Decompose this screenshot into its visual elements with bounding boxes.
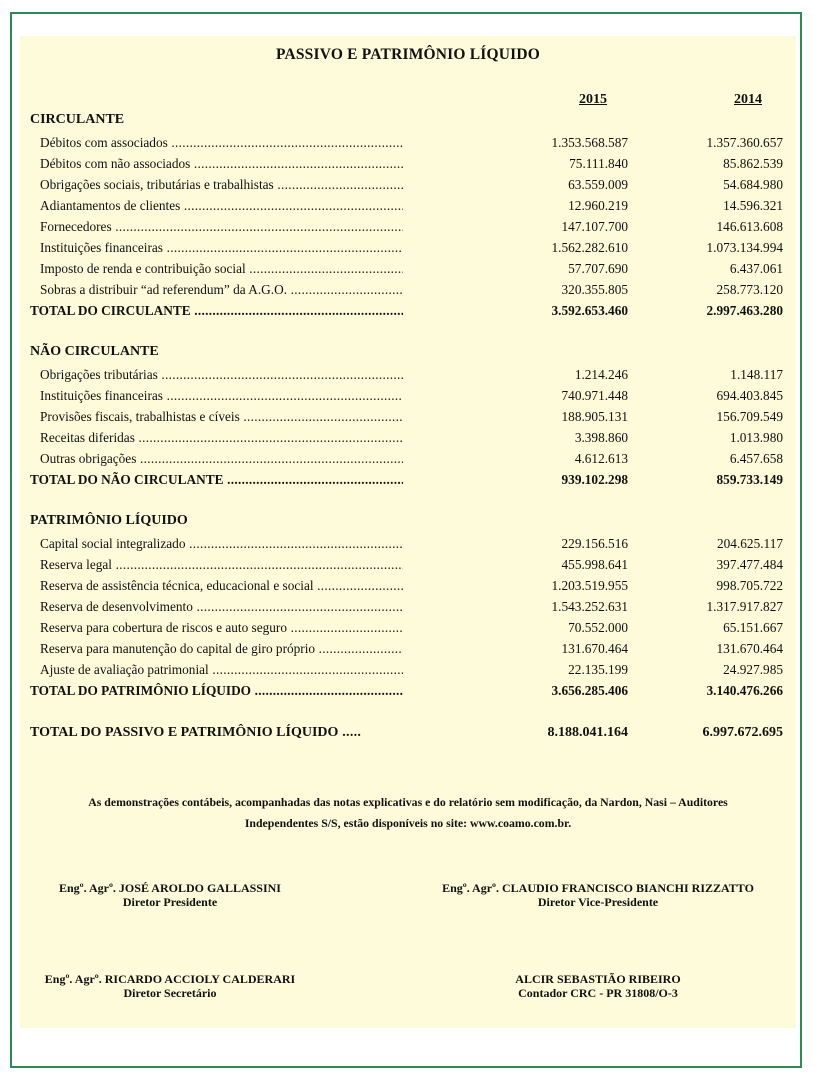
value-2014: 14.596.321 [723, 198, 783, 213]
table-row [20, 364, 796, 385]
row-label: Instituições financeiras ..... [40, 237, 403, 258]
value-2014: 258.773.120 [716, 282, 783, 297]
signature-role: Contador CRC - PR 31808/O-3 [518, 986, 678, 1000]
value-2015: 229.156.516 [561, 536, 628, 551]
grand-total-2014: 6.997.672.695 [702, 725, 783, 740]
total-row-circulante [20, 300, 796, 321]
table-row [20, 195, 796, 216]
value-2015: 57.707.690 [568, 261, 628, 276]
total-2015: 3.656.285.406 [551, 683, 628, 698]
value-2015: 3.398.860 [574, 430, 628, 445]
value-2015: 12.960.219 [568, 198, 628, 213]
row-label: Débitos com não associados ..... [40, 153, 403, 174]
row-label: Capital social integralizado ..... [40, 533, 403, 554]
signature-presidente [20, 881, 320, 909]
row-label: Provisões fiscais, trabalhistas e cíveis ..... [40, 406, 403, 427]
table-row [20, 258, 796, 279]
table-row [20, 448, 796, 469]
section-patrimonio-heading: PATRIMÔNIO LÍQUIDO [30, 513, 188, 528]
row-label: Adiantamentos de clientes ..... [40, 195, 403, 216]
value-2014: 54.684.980 [723, 177, 783, 192]
value-2014: 156.709.549 [716, 409, 783, 424]
grand-total-label: TOTAL DO PASSIVO E PATRIMÔNIO LÍQUIDO ..... [30, 722, 403, 743]
signature-contador [440, 972, 756, 1000]
table-row [20, 279, 796, 300]
value-2014: 204.625.117 [717, 536, 783, 551]
value-2015: 1.203.519.955 [551, 578, 628, 593]
total-row-patrimonio [20, 680, 796, 701]
total-2014: 2.997.463.280 [706, 303, 783, 318]
value-2015: 455.998.641 [561, 557, 628, 572]
value-2015: 1.543.252.631 [551, 599, 628, 614]
value-2014: 1.317.917.827 [706, 599, 783, 614]
table-row [20, 659, 796, 680]
row-label: Reserva de assistência técnica, educacional e social ..... [40, 575, 403, 596]
row-label: Sobras a distribuir “ad referendum” da A.G.O. ..... [40, 279, 403, 300]
row-label: Obrigações sociais, tributárias e trabalhistas ..... [40, 174, 403, 195]
value-2015: 1.214.246 [574, 367, 628, 382]
grand-total-2015: 8.188.041.164 [547, 725, 628, 740]
total-2014: 859.733.149 [716, 472, 783, 487]
row-label: Ajuste de avaliação patrimonial ..... [40, 659, 403, 680]
row-label: Fornecedores ..... [40, 216, 403, 237]
value-2014: 1.013.980 [729, 430, 783, 445]
value-2014: 85.862.539 [723, 156, 783, 171]
table-row [20, 153, 796, 174]
value-2014: 131.670.464 [716, 641, 783, 656]
table-row [20, 406, 796, 427]
value-2015: 1.562.282.610 [551, 240, 628, 255]
signature-name: Engº. Agrº. RICARDO ACCIOLY CALDERARI [44, 972, 296, 986]
signature-role: Diretor Vice-Presidente [537, 895, 659, 909]
value-2015: 22.135.199 [568, 662, 628, 677]
value-2015: 70.552.000 [568, 620, 628, 635]
value-2014: 397.477.484 [716, 557, 783, 572]
signature-role: Diretor Secretário [123, 986, 217, 1000]
table-row [20, 237, 796, 258]
table-row [20, 554, 796, 575]
value-2015: 147.107.700 [561, 219, 628, 234]
table-row [20, 638, 796, 659]
total-2015: 3.592.653.460 [551, 303, 628, 318]
year-2015-header: 2015 [579, 92, 607, 107]
total-label: TOTAL DO NÃO CIRCULANTE ..... [30, 469, 403, 490]
document-panel [20, 36, 796, 1028]
signature-name: Engº. Agrº. JOSÉ AROLDO GALLASSINI [59, 881, 281, 895]
table-row [20, 174, 796, 195]
audit-note: As demonstrações contábeis, acompanhadas das notas explicativas e do relatório sem modificação, da Nardon, Nasi – Auditores Independentes S/S, estão disponíveis no site: www.coamo.com.br. [88, 795, 728, 830]
value-2015: 740.971.448 [561, 388, 628, 403]
value-2014: 146.613.608 [716, 219, 783, 234]
value-2015: 320.355.805 [561, 282, 628, 297]
value-2014: 24.927.985 [723, 662, 783, 677]
page-title: PASSIVO E PATRIMÔNIO LÍQUIDO [275, 46, 541, 63]
total-label: TOTAL DO PATRIMÔNIO LÍQUIDO ..... [30, 680, 403, 701]
value-2014: 65.151.667 [723, 620, 783, 635]
value-2014: 1.073.134.994 [706, 240, 783, 255]
row-label: Outras obrigações ..... [40, 448, 403, 469]
table-row [20, 533, 796, 554]
row-label: Instituições financeiras ..... [40, 385, 403, 406]
signature-vice-presidente [400, 881, 796, 909]
value-2015: 131.670.464 [561, 641, 628, 656]
total-2015: 939.102.298 [561, 472, 628, 487]
section-circulante-heading: CIRCULANTE [30, 112, 125, 127]
row-label: Reserva para cobertura de riscos e auto seguro ..... [40, 617, 403, 638]
table-row [20, 132, 796, 153]
row-label: Débitos com associados ..... [40, 132, 403, 153]
table-row [20, 385, 796, 406]
row-label: Reserva legal ..... [40, 554, 403, 575]
value-2015: 63.559.009 [568, 177, 628, 192]
row-label: Reserva para manutenção do capital de giro próprio ..... [40, 638, 403, 659]
signature-name: ALCIR SEBASTIÃO RIBEIRO [515, 972, 681, 986]
value-2014: 6.437.061 [729, 261, 783, 276]
total-2014: 3.140.476.266 [706, 683, 783, 698]
table-row [20, 216, 796, 237]
value-2015: 75.111.840 [569, 156, 628, 171]
total-row-nao-circulante [20, 469, 796, 490]
value-2014: 1.148.117 [730, 367, 783, 382]
row-label: Reserva de desenvolvimento ..... [40, 596, 403, 617]
signature-name: Engº. Agrº. CLAUDIO FRANCISCO BIANCHI RIZZATTO [442, 881, 754, 895]
table-row [20, 617, 796, 638]
year-2014-header: 2014 [734, 92, 762, 107]
row-label: Receitas diferidas ..... [40, 427, 403, 448]
value-2014: 6.457.658 [729, 451, 783, 466]
row-label: Obrigações tributárias ..... [40, 364, 403, 385]
value-2015: 188.905.131 [561, 409, 628, 424]
signature-role: Diretor Presidente [122, 895, 218, 909]
grand-total-row [20, 722, 796, 743]
value-2014: 694.403.845 [716, 388, 783, 403]
section-nao-circulante-heading: NÃO CIRCULANTE [30, 344, 159, 359]
signature-secretario [20, 972, 320, 1000]
row-label: Imposto de renda e contribuição social ..... [40, 258, 403, 279]
value-2014: 998.705.722 [716, 578, 783, 593]
value-2014: 1.357.360.657 [706, 135, 783, 150]
table-row [20, 575, 796, 596]
table-row [20, 427, 796, 448]
table-row [20, 596, 796, 617]
value-2015: 4.612.613 [574, 451, 628, 466]
total-label: TOTAL DO CIRCULANTE ..... [30, 300, 403, 321]
value-2015: 1.353.568.587 [551, 135, 628, 150]
